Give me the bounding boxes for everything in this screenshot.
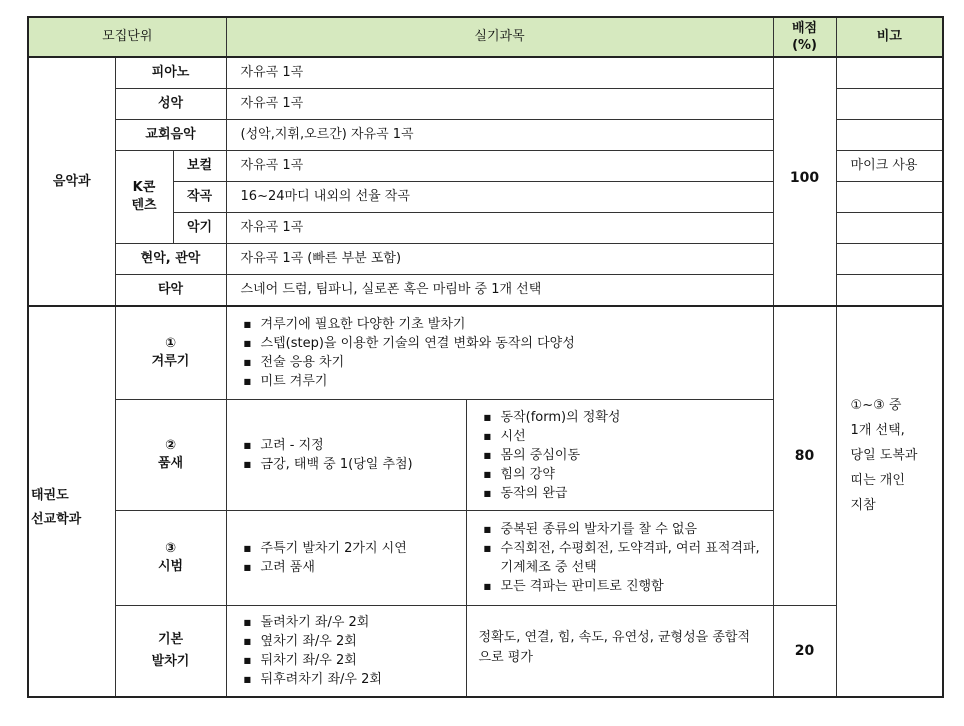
- event-basic-kicks: 기본 발차기: [115, 606, 226, 698]
- basic-kicks-evaluation: 정확도, 연결, 힘, 속도, 유연성, 균형성을 종합적으로 평가: [466, 606, 773, 698]
- score-basic-kicks: 20: [773, 606, 836, 698]
- list-item: ■ 뒤후려차기 좌/우 2회: [241, 670, 466, 689]
- demo-criteria: [466, 511, 773, 606]
- list-item: ■ 뒤차기 좌/우 2회: [241, 651, 466, 670]
- dept-music: 음악과: [28, 57, 115, 306]
- list-item: ■ 미트 겨루기: [241, 372, 773, 391]
- list-item: ■ 힘의 강약: [481, 465, 773, 484]
- dept-taekwondo: 태권도 선교학과: [28, 306, 115, 697]
- sparring-details: [226, 306, 773, 400]
- subject-strings-winds: 자유곡 1곡 (빠른 부분 포함): [226, 244, 773, 275]
- remark-church-music: [836, 120, 943, 151]
- remark-percussion: [836, 275, 943, 307]
- tkd-row-basic-kicks: [28, 606, 943, 698]
- demo-details: [226, 511, 466, 606]
- event-poomsae: ② 품새: [115, 400, 226, 511]
- subject-k-instrument: 자유곡 1곡: [226, 213, 773, 244]
- poomsae-criteria-list: [481, 408, 773, 503]
- poomsae-list: [241, 436, 466, 474]
- header-unit: 모집단위: [28, 17, 226, 57]
- subject-church-music: (성악,지휘,오르간) 자유곡 1곡: [226, 120, 773, 151]
- event-demo: ③ 시범: [115, 511, 226, 606]
- major-piano: 피아노: [115, 57, 226, 89]
- basic-kicks-details: [226, 606, 466, 698]
- list-item: ■ 주특기 발차기 2가지 시연: [241, 539, 466, 558]
- header-score: 배점 (%): [773, 17, 836, 57]
- list-item: ■ 모든 격파는 판미트로 진행함: [481, 577, 767, 596]
- list-item: ■ 동작(form)의 정확성: [481, 408, 773, 427]
- admission-table-container: [27, 16, 944, 698]
- major-k-vocal: 보컬: [173, 151, 226, 182]
- list-item: ■ 수직회전, 수평회전, 도약격파, 여러 표적격파, 기계체조 중 선택: [481, 539, 767, 577]
- list-item: ■ 전술 응용 차기: [241, 353, 773, 372]
- practical-exam-table: [27, 16, 944, 698]
- remark-k-vocal: 마이크 사용: [836, 151, 943, 182]
- list-item: ■ 동작의 완급: [481, 484, 773, 503]
- major-church-music: 교회음악: [115, 120, 226, 151]
- list-item: ■ 돌려차기 좌/우 2회: [241, 613, 466, 632]
- poomsae-criteria: [466, 400, 773, 511]
- music-row-piano: [28, 57, 943, 89]
- list-item: ■ 금강, 태백 중 1(당일 추첨): [241, 455, 466, 474]
- remark-strings-winds: [836, 244, 943, 275]
- score-music: 100: [773, 57, 836, 306]
- list-item: ■ 몸의 중심이동: [481, 446, 773, 465]
- sparring-list: [241, 315, 773, 391]
- tkd-row-sparring: [28, 306, 943, 400]
- header-remark: 비고: [836, 17, 943, 57]
- remark-k-compose: [836, 182, 943, 213]
- remark-piano: [836, 57, 943, 89]
- subject-piano: 자유곡 1곡: [226, 57, 773, 89]
- list-item: ■ 시선: [481, 427, 773, 446]
- basic-kicks-list: [241, 613, 466, 689]
- subject-k-compose: 16~24마디 내외의 선율 작곡: [226, 182, 773, 213]
- list-item: ■ 옆차기 좌/우 2회: [241, 632, 466, 651]
- score-taekwondo-main: 80: [773, 306, 836, 606]
- header-subject: 실기과목: [226, 17, 773, 57]
- list-item: ■ 스텝(step)을 이용한 기술의 연결 변화와 동작의 다양성: [241, 334, 773, 353]
- demo-list: [241, 539, 466, 577]
- subject-vocal: 자유곡 1곡: [226, 89, 773, 120]
- header-row: [28, 17, 943, 57]
- event-sparring: ① 겨루기: [115, 306, 226, 400]
- list-item: ■ 고려 품새: [241, 558, 466, 577]
- major-percussion: 타악: [115, 275, 226, 307]
- remark-taekwondo: ①~③ 중 1개 선택, 당일 도복과 띠는 개인 지참: [850, 398, 918, 513]
- list-item: ■ 고려 - 지정: [241, 436, 466, 455]
- major-k-instrument: 악기: [173, 213, 226, 244]
- list-item: ■ 중복된 종류의 발차기를 찰 수 없음: [481, 520, 767, 539]
- major-strings-winds: 현악, 관악: [115, 244, 226, 275]
- remark-k-instrument: [836, 213, 943, 244]
- major-k-compose: 작곡: [173, 182, 226, 213]
- group-k-contents: K콘 텐츠: [115, 151, 173, 244]
- major-vocal: 성악: [115, 89, 226, 120]
- poomsae-details: [226, 400, 466, 511]
- demo-criteria-list: [481, 520, 767, 596]
- remark-taekwondo-cell: [836, 306, 943, 697]
- subject-percussion: 스네어 드럼, 팀파니, 실로폰 혹은 마림바 중 1개 선택: [226, 275, 773, 307]
- list-item: ■ 겨루기에 필요한 다양한 기초 발차기: [241, 315, 773, 334]
- subject-k-vocal: 자유곡 1곡: [226, 151, 773, 182]
- remark-vocal: [836, 89, 943, 120]
